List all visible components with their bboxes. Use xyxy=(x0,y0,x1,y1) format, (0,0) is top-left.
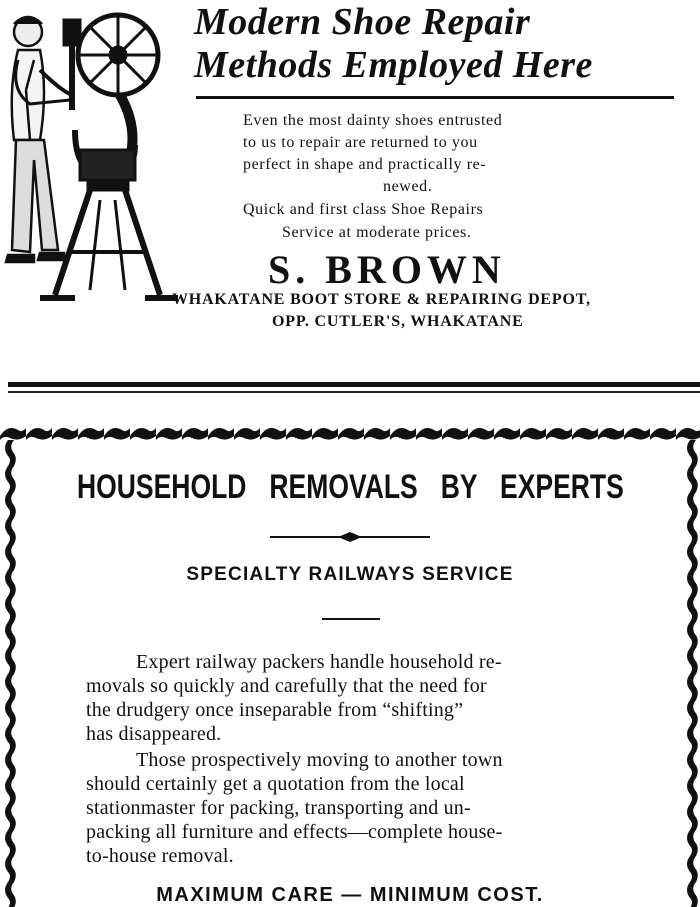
ornamental-border-right xyxy=(682,440,700,907)
removals-body-line: the drudgery once inseparable from “shifting” xyxy=(86,699,464,721)
headline-line-2: Methods Employed Here xyxy=(194,44,593,86)
slogan: MAXIMUM CARE — MINIMUM COST. xyxy=(156,884,544,906)
shoe-body-line: Service at moderate prices. xyxy=(282,224,472,241)
shoe-body-line: to us to repair are returned to you xyxy=(243,134,478,151)
store-name-line: WHAKATANE BOOT STORE & REPAIRING DEPOT, xyxy=(172,291,591,308)
ornamental-border-left xyxy=(0,440,18,907)
removals-body-line: movals so quickly and carefully that the need for xyxy=(86,675,487,697)
address-line: OPP. CUTLER'S, WHAKATANE xyxy=(272,313,524,330)
removals-title: HOUSEHOLD REMOVALS BY EXPERTS xyxy=(77,468,624,506)
removals-body-line: stationmaster for packing, transporting and un- xyxy=(86,797,471,819)
specialty-heading: SPECIALTY RAILWAYS SERVICE xyxy=(186,564,514,585)
removals-body-line: Those prospectively moving to another town xyxy=(136,749,503,771)
headline-rule xyxy=(196,96,674,99)
ornamental-border-top xyxy=(0,418,700,446)
removals-body-line: packing all furniture and effects—complete house- xyxy=(86,821,503,843)
shoe-body-line: Even the most dainty shoes entrusted xyxy=(243,112,503,129)
removals-body-line: Expert railway packers handle household re- xyxy=(136,651,502,673)
shoe-body-line: perfect in shape and practically re- xyxy=(243,156,487,173)
shoe-body-line: newed. xyxy=(383,178,433,195)
removals-body-line: should certainly get a quotation from the local xyxy=(86,773,465,795)
shoe-body-line: Quick and first class Shoe Repairs xyxy=(243,201,484,218)
headline-line-1: Modern Shoe Repair xyxy=(194,1,531,43)
ornamental-diamond-rule xyxy=(270,530,430,544)
section-divider-thick xyxy=(8,382,700,387)
section-divider-thin xyxy=(8,391,700,393)
removals-body-line: has disappeared. xyxy=(86,723,222,745)
short-rule xyxy=(322,618,380,620)
shoe-repair-machine-illustration xyxy=(0,0,190,305)
company-name: S. BROWN xyxy=(268,247,506,292)
removals-body-line: to-house removal. xyxy=(86,845,234,867)
